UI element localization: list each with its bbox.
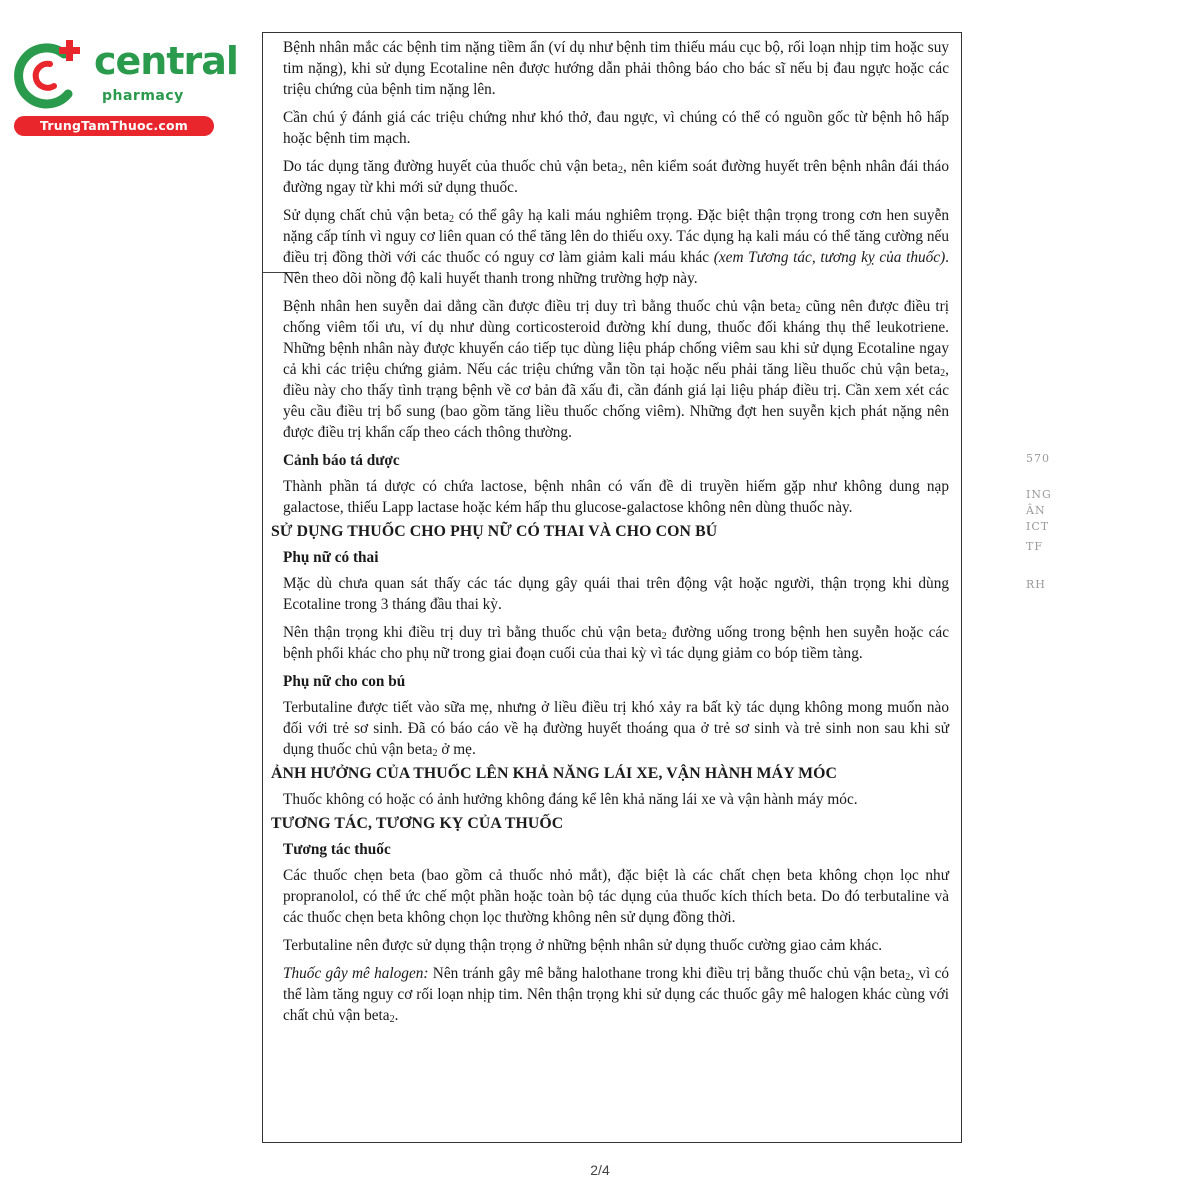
paragraph: Cần chú ý đánh giá các triệu chứng như khó thở, đau ngực, vì chúng có thể có nguồn gốc từ bệnh hô hấp hoặc bệnh tim mạch. bbox=[283, 109, 949, 147]
margin-mark: TF bbox=[1026, 540, 1043, 553]
section-heading: SỬ DỤNG THUỐC CHO PHỤ NỮ CÓ THAI VÀ CHO CON BÚ bbox=[271, 523, 718, 540]
subheading: Phụ nữ cho con bú bbox=[283, 673, 406, 690]
logo-brand: central bbox=[94, 39, 238, 83]
paragraph: Thuốc không có hoặc có ảnh hưởng không đáng kể lên khả năng lái xe và vận hành máy móc. bbox=[283, 791, 858, 808]
subheading: Tương tác thuốc bbox=[283, 841, 391, 858]
margin-mark: ICT bbox=[1026, 520, 1050, 533]
paragraph: Thuốc gây mê halogen: Nên tránh gây mê bằng halothane trong khi điều trị bằng thuốc chủ vận beta$_2$, vì có thể làm tăng nguy cơ rối loạn nhịp tim. Nên thận trọng khi sử dụng các thuốc gây mê halogen khác cùng với chất chủ vận beta$_2$. bbox=[283, 965, 950, 1025]
paragraph: Terbutaline được tiết vào sữa mẹ, nhưng ở liều điều trị khó xảy ra bất kỳ tác dụng không mong muốn nào đối với trẻ sơ sinh. Đã có báo cáo về hạ đường huyết thoáng qua ở trẻ sơ sinh và trẻ sinh non sau khi sử dụng thuốc chủ vận beta$_2$ ở mẹ. bbox=[283, 699, 949, 759]
logo-subtitle: pharmacy bbox=[102, 88, 184, 104]
central-pharmacy-logo[interactable] bbox=[10, 36, 238, 136]
margin-mark: 570 bbox=[1026, 452, 1050, 465]
margin-mark: ING bbox=[1026, 488, 1052, 501]
section-heading: TƯƠNG TÁC, TƯƠNG KỴ CỦA THUỐC bbox=[271, 815, 564, 832]
subheading: Phụ nữ có thai bbox=[283, 549, 379, 566]
paragraph: Nên thận trọng khi điều trị duy trì bằng thuốc chủ vận beta$_2$ đường uống trong bệnh hen suyễn hoặc các bệnh phổi khác cho phụ nữ trong giai đoạn cuối của thai kỳ vì tác dụng giảm co bóp tiềm tàng. bbox=[283, 624, 949, 662]
margin-mark: ÂN bbox=[1026, 504, 1046, 517]
margin-mark: RH bbox=[1026, 578, 1046, 591]
logo-website-banner[interactable]: TrungTamThuoc.com bbox=[14, 116, 214, 136]
paragraph: Các thuốc chẹn beta (bao gồm cả thuốc nhỏ mắt), đặc biệt là các chất chẹn beta không chọn lọc như propranolol, có thể ức chế một phần hoặc toàn bộ tác dụng của thuốc kích thích beta. Do đó terbutaline và các thuốc chẹn beta không chọn lọc thường không nên sử dụng đồng thời. bbox=[283, 867, 949, 926]
paragraph: Bệnh nhân mắc các bệnh tim nặng tiềm ẩn (ví dụ như bệnh tim thiếu máu cục bộ, rối loạn nhịp tim hoặc suy tim nặng), khi sử dụng Ecotaline nên được hướng dẫn phải thông báo cho bác sĩ nếu bị đau ngực hoặc các triệu chứng của bệnh tim nặng lên. bbox=[283, 39, 949, 98]
paragraph: Sử dụng chất chủ vận beta$_2$ có thể gây hạ kali máu nghiêm trọng. Đặc biệt thận trọng trong cơn hen suyễn nặng cấp tính vì nguy cơ liên quan có thể tăng lên do thiếu oxy. Tác dụng hạ kali máu có thể tăng cường nếu điều trị đồng thời với các thuốc có nguy cơ làm giảm kali máu khác (xem Tương tác, tương kỵ của thuốc). Nên theo dõi nồng độ kali huyết thanh trong những trường hợp này. bbox=[283, 207, 950, 287]
paragraph: Terbutaline nên được sử dụng thận trọng ở những bệnh nhân sử dụng thuốc cường giao cảm khác. bbox=[283, 937, 883, 954]
paragraph: Bệnh nhân hen suyễn dai dẳng cần được điều trị duy trì bằng thuốc chủ vận beta$_2$ cũng nên được điều trị chống viêm tối ưu, ví dụ như dùng corticosteroid đường khí dung, thuốc đối kháng thụ thể leukotriene. Những bệnh nhân này được khuyến cáo tiếp tục dùng liệu pháp chống viêm sau khi sử dụng Ecotaline ngay cả khi các triệu chứng giảm. Nếu các triệu chứng vẫn tồn tại hoặc nếu phải tăng liều thuốc chủ vận beta$_2$, điều này cho thấy tình trạng bệnh về cơ bản đã xấu đi, cần đánh giá lại liệu pháp điều trị. Cần xem xét các yêu cầu điều trị bổ sung (bao gồm tăng liều thuốc chống viêm). Những đợt hen suyễn kịch phát nặng nên được điều trị khẩn cấp theo cách thông thường. bbox=[283, 298, 949, 441]
subheading: Cảnh báo tá dược bbox=[283, 452, 400, 469]
paragraph: Thành phần tá dược có chứa lactose, bệnh nhân có vấn đề di truyền hiếm gặp như không dung nạp galactose, thiếu Lapp lactase hoặc kém hấp thu glucose-galactose không nên dùng thuốc này. bbox=[283, 478, 949, 516]
pharmacy-c-cross-icon bbox=[10, 36, 92, 116]
document-page bbox=[262, 32, 962, 1143]
page-number: 2/4 bbox=[590, 1162, 610, 1178]
paragraph: Do tác dụng tăng đường huyết của thuốc chủ vận beta$_2$, nên kiểm soát đường huyết trên bệnh nhân đái tháo đường ngay từ khi mới sử dụng thuốc. bbox=[283, 158, 949, 196]
paragraph: Mặc dù chưa quan sát thấy các tác dụng gây quái thai trên động vật hoặc người, thận trọng khi dùng Ecotaline trong 3 tháng đầu thai kỳ. bbox=[283, 575, 949, 613]
section-heading: ẢNH HƯỞNG CỦA THUỐC LÊN KHẢ NĂNG LÁI XE, VẬN HÀNH MÁY MÓC bbox=[271, 765, 838, 782]
